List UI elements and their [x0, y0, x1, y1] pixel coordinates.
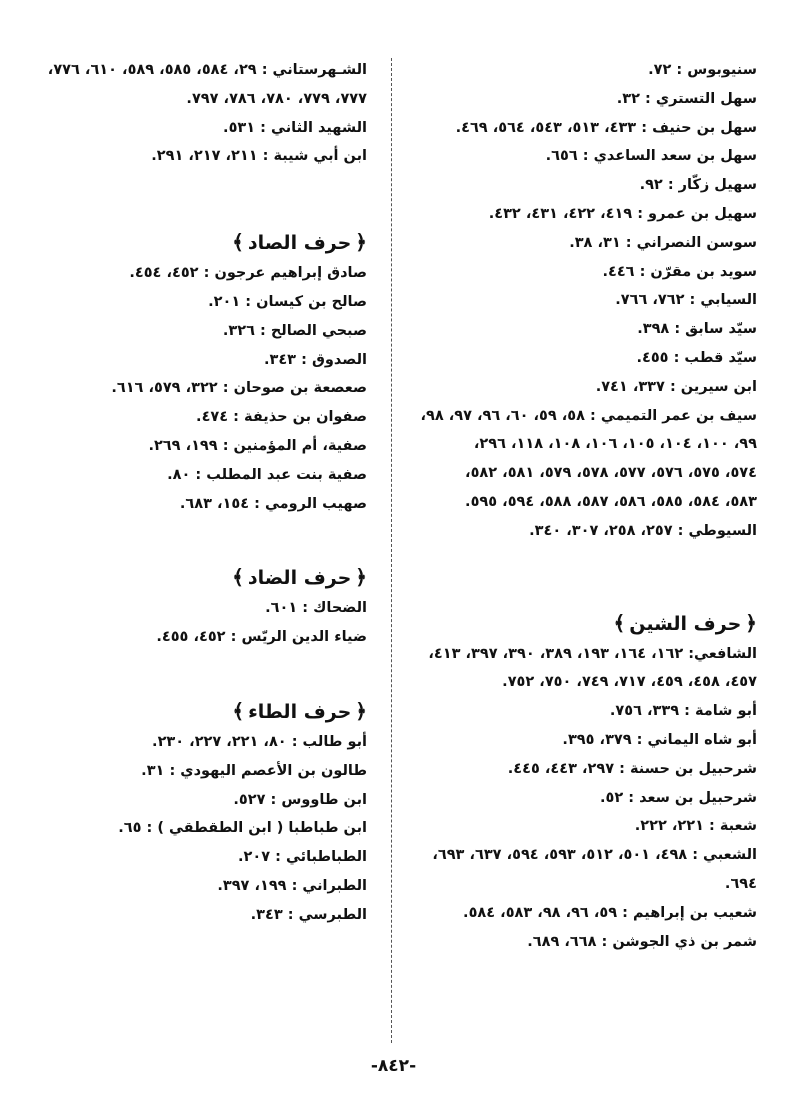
index-entry: الطبراني : ١٩٩، ٣٩٧.: [217, 877, 367, 894]
index-entry: السيوطي : ٢٥٧، ٢٥٨، ٣٠٧، ٣٤٠.: [529, 522, 757, 539]
section-title: حرف الضاد: [247, 567, 352, 590]
left-column: [15, 56, 367, 930]
section-title: حرف الطاء: [248, 700, 352, 723]
ornate-bracket-close: ﴾: [613, 610, 626, 635]
index-entry: سهل بن حنيف : ٤٣٣، ٥١٣، ٥٤٣، ٥٦٤، ٤٦٩.: [455, 119, 757, 136]
page-number: -٨٤٢-: [370, 1056, 417, 1076]
index-entry: الشهيد الثاني : ٥٣١.: [223, 119, 367, 136]
entry-list-sad: [15, 259, 367, 518]
index-entry: أبو شامة : ٣٣٩، ٧٥٦.: [609, 703, 757, 720]
index-entry: طالون بن الأعصم اليهودي : ٣١.: [141, 762, 367, 779]
index-entry: ابن سيرين : ٣٣٧، ٧٤١.: [595, 378, 757, 395]
index-entry-continuation: ٦٩٤.: [724, 875, 757, 892]
index-entry: صفية بنت عبد المطلب : ٨٠.: [167, 466, 367, 483]
section-heading-ta: [15, 696, 367, 726]
index-entry: سيّد قطب : ٤٥٥.: [636, 349, 757, 366]
column-divider: [391, 58, 392, 1043]
index-entry: الصدوق : ٣٤٣.: [263, 351, 367, 368]
index-entry: سهل بن سعد الساعدي : ٦٥٦.: [545, 148, 757, 165]
entry-list-ta: [15, 728, 367, 930]
entry-list-shin: [405, 640, 757, 957]
index-entry: الشافعي: ١٦٢، ١٦٤، ١٩٣، ٣٨٩، ٣٩٠، ٣٩٧، ٤١٣،: [428, 645, 757, 662]
ornate-bracket-open: ﴿: [355, 698, 367, 723]
section-title: حرف الشين: [629, 612, 742, 635]
index-entry-continuation: ٧٧٧، ٧٧٩، ٧٨٠، ٧٨٦، ٧٩٧.: [186, 90, 367, 107]
index-entry: صبحي الصالح : ٣٢٦.: [222, 322, 367, 339]
index-entry: الشعبي : ٤٩٨، ٥٠١، ٥١٢، ٥٩٣، ٥٩٤، ٦٣٧، ٦٩٣،: [432, 847, 757, 864]
index-entry: سيف بن عمر التميمي : ٥٨، ٥٩، ٦٠، ٩٦، ٩٧، ٩٨،: [420, 407, 757, 424]
section-heading-sad: [15, 227, 367, 257]
index-entry: ضياء الدين الريّس : ٤٥٢، ٤٥٥.: [156, 629, 367, 646]
index-entry: صفوان بن حذيفة : ٤٧٤.: [196, 409, 367, 426]
index-entry: سهيل زكّار : ٩٢.: [639, 177, 757, 194]
index-entry: أبو شاه اليماني : ٣٧٩، ٣٩٥.: [562, 731, 757, 748]
index-entry: الشـهرستاني : ٢٩، ٥٨٤، ٥٨٥، ٥٨٩، ٦١٠، ٧٧٦،: [47, 62, 367, 78]
ornate-bracket-close: ﴾: [232, 230, 244, 255]
index-entry: شعبة : ٢٢١، ٢٢٢.: [634, 818, 757, 835]
index-entry: صعصعة بن صوحان : ٣٢٢، ٥٧٩، ٦١٦.: [111, 380, 367, 397]
index-entry-continuation: ٤٥٧، ٤٥٨، ٤٥٩، ٧١٧، ٧٤٩، ٧٥٠، ٧٥٢.: [502, 674, 757, 691]
ornate-bracket-open: ﴿: [745, 610, 757, 635]
right-column: [405, 56, 757, 956]
index-entry: سهيل بن عمرو : ٤١٩، ٤٢٢، ٤٣١، ٤٣٢.: [488, 205, 757, 222]
entry-list-dad: [15, 594, 367, 652]
index-entry-continuation: ٩٩، ١٠٠، ١٠٤، ١٠٥، ١٠٦، ١٠٨، ١١٨، ٢٩٦،: [473, 436, 757, 453]
index-entry: سيّد سابق : ٣٩٨.: [637, 321, 757, 338]
ornate-bracket-close: ﴾: [232, 698, 245, 723]
index-entry-continuation: ٥٧٤، ٥٧٥، ٥٧٦، ٥٧٧، ٥٧٨، ٥٧٩، ٥٨١، ٥٨٢،: [465, 465, 757, 482]
index-entry: شرحبيل بن سعد : ٥٢.: [599, 789, 757, 806]
index-entry: سويد بن مقرّن : ٤٤٦.: [602, 263, 757, 280]
index-entry: ابن طاووس : ٥٢٧.: [233, 791, 367, 808]
index-entry: سوسن النصراني : ٣١، ٣٨.: [569, 234, 757, 251]
index-entry: أبو طالب : ٨٠، ٢٢١، ٢٢٧، ٢٣٠.: [152, 733, 367, 750]
entry-list-seen: [405, 56, 757, 546]
index-entry: ابن طباطبا ( ابن الطقطقي ) : ٦٥.: [118, 820, 367, 837]
section-heading-dad: [15, 562, 367, 592]
index-entry: سهل التستري : ٣٢.: [616, 90, 757, 107]
section-heading-shin: [405, 608, 757, 638]
section-title: حرف الصاد: [247, 232, 352, 255]
index-entry: صادق إبراهيم عرجون : ٤٥٢، ٤٥٤.: [129, 265, 367, 282]
index-entry: شمر بن ذي الجوشن : ٦٦٨، ٦٨٩.: [527, 933, 757, 950]
index-entry: ابن أبي شيبة : ٢١١، ٢١٧، ٢٩١.: [151, 148, 367, 165]
index-entry: صالح بن كيسان : ٢٠١.: [208, 293, 367, 310]
index-entry: الضحاك : ٦٠١.: [265, 600, 367, 617]
index-entry: شرحبيل بن حسنة : ٢٩٧، ٤٤٣، ٤٤٥.: [507, 760, 757, 777]
index-entry-continuation: ٥٨٣، ٥٨٤، ٥٨٥، ٥٨٦، ٥٨٧، ٥٨٨، ٥٩٤، ٥٩٥.: [465, 493, 757, 510]
ornate-bracket-open: ﴿: [355, 230, 367, 255]
index-entry: السيابي : ٧٦٢، ٧٦٦.: [615, 292, 757, 309]
ornate-bracket-open: ﴿: [355, 565, 367, 590]
index-entry: صهيب الرومي : ١٥٤، ٦٨٣.: [179, 495, 367, 512]
ornate-bracket-close: ﴾: [232, 565, 244, 590]
index-entry: الطباطبائي : ٢٠٧.: [237, 849, 367, 866]
index-entry: الطبرسي : ٣٤٣.: [250, 906, 367, 923]
index-entry: صفية، أم المؤمنين : ١٩٩، ٢٦٩.: [148, 437, 367, 454]
entry-list-sheen-cont: [15, 56, 367, 171]
index-entry: شعيب بن إبراهيم : ٥٩، ٩٦، ٩٨، ٥٨٣، ٥٨٤.: [463, 904, 757, 921]
index-entry: سنيوبوس : ٧٢.: [648, 62, 757, 78]
